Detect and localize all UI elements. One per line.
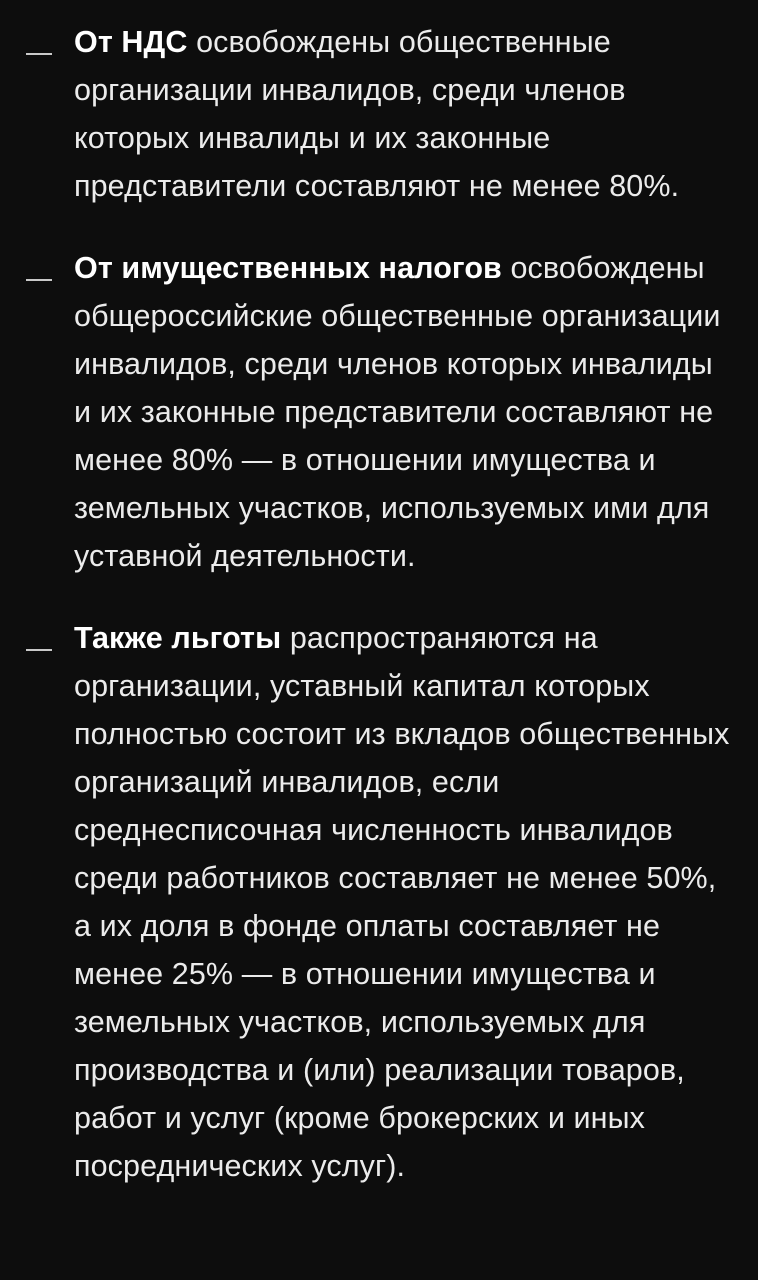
list-item bbox=[26, 244, 732, 580]
bullet-dash-icon bbox=[26, 18, 74, 66]
bullet-dash-icon bbox=[26, 244, 74, 292]
list-item bbox=[26, 614, 732, 1190]
list-item-body: распространяются на организации, уставный капитал которых полностью состоит из вкладов общественных организаций инвалидов, если среднесписочная численность инвалидов среди работников составляет не менее 50%, а их доля в фонде оплаты составляет не менее 25% — в отношении имущества и земельных участков, используемых для производства и (или) реализации товаров, работ и услуг (кроме брокерских и иных посреднических услуг). bbox=[74, 621, 730, 1183]
list-item-text bbox=[74, 244, 732, 580]
list-item-lead: От имущественных налогов bbox=[74, 251, 502, 285]
bullet-dash-icon bbox=[26, 614, 74, 662]
list-item-text bbox=[74, 614, 732, 1190]
list-item-lead: От НДС bbox=[74, 25, 188, 59]
list-item-lead: Также льготы bbox=[74, 621, 282, 655]
benefits-bullet-list bbox=[26, 18, 732, 1190]
list-item-body: освобождены общероссийские общественные организации инвалидов, среди членов которых инвалиды и их законные представители составляют не менее 80% — в отношении имущества и земельных участков, используемых ими для уставной деятельности. bbox=[74, 251, 721, 573]
list-item-text bbox=[74, 18, 732, 210]
list-item-body: освобождены общественные организации инвалидов, среди членов которых инвалиды и их законные представители составляют не менее 80%. bbox=[74, 25, 680, 203]
list-item bbox=[26, 18, 732, 210]
